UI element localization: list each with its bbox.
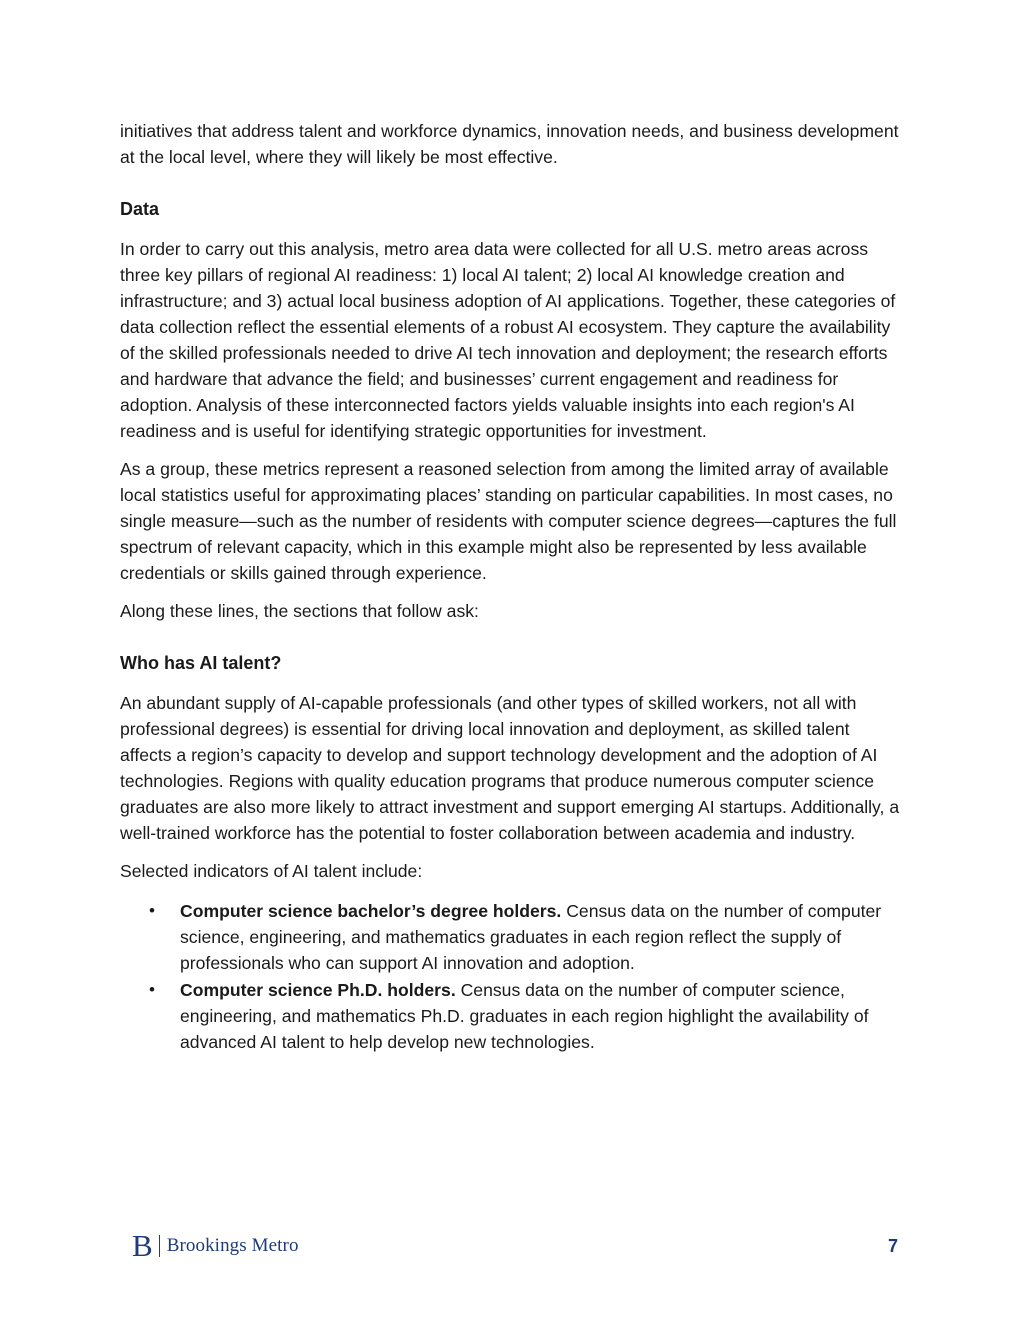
indicator-term: Computer science bachelor’s degree holders. bbox=[180, 901, 562, 921]
section-heading-data: Data bbox=[120, 199, 160, 219]
footer-logo bbox=[132, 1230, 299, 1262]
indicator-description: Census data on the number of computer science, engineering, and mathematics Ph.D. graduates in each region highlight the availability of advanced AI talent to help develop new technologies. bbox=[180, 980, 869, 1052]
brookings-logo-icon: B bbox=[132, 1228, 153, 1263]
list-item bbox=[120, 898, 900, 976]
bullet-icon: • bbox=[149, 980, 155, 999]
logo-divider bbox=[159, 1235, 160, 1257]
talent-paragraph-1: An abundant supply of AI-capable professionals (and other types of skilled workers, not all with professional degrees) is essential for driving local innovation and deployment, as skilled talent affects a region’s capacity to develop and support technology development and the adoption of AI technologies. Regions with quality education programs that produce numerous computer science graduates are also more likely to attract investment and support emerging AI startups. Additionally, a well-trained workforce has the potential to foster collaboration between academia and industry. bbox=[120, 693, 900, 843]
data-paragraph-2: As a group, these metrics represent a reasoned selection from among the limited array of available local statistics useful for approximating places’ standing on particular capabilities. In most cases, no single measure—such as the number of residents with computer science degrees—captures the full spectrum of relevant capacity, which in this example might also be represented by less available credentials or skills gained through experience. bbox=[120, 459, 897, 583]
bullet-icon: • bbox=[149, 901, 155, 920]
intro-paragraph: initiatives that address talent and workforce dynamics, innovation needs, and business development at the local level, where they will likely be most effective. bbox=[120, 121, 899, 167]
page-number: 7 bbox=[888, 1236, 899, 1256]
talent-paragraph-2: Selected indicators of AI talent include: bbox=[120, 861, 423, 881]
data-paragraph-3: Along these lines, the sections that follow ask: bbox=[120, 601, 479, 621]
indicator-description: Census data on the number of computer science, engineering, and mathematics graduates in each region reflect the supply of professionals who can support AI innovation and adoption. bbox=[180, 901, 882, 973]
indicator-term: Computer science Ph.D. holders. bbox=[180, 980, 456, 1000]
section-heading-ai-talent: Who has AI talent? bbox=[120, 653, 282, 673]
list-item bbox=[120, 977, 900, 1055]
talent-indicator-list bbox=[120, 898, 900, 1055]
logo-text: Brookings Metro bbox=[166, 1235, 299, 1256]
data-paragraph-1: In order to carry out this analysis, metro area data were collected for all U.S. metro areas across three key pillars of regional AI readiness: 1) local AI talent; 2) local AI knowledge creation and infrastructure; and 3) actual local business adoption of AI applications. Together, these categories of data collection reflect the essential elements of a robust AI ecosystem. They capture the availability of the skilled professionals needed to drive AI tech innovation and deployment; the research efforts and hardware that advance the field; and businesses’ current engagement and readiness for adoption. Analysis of these interconnected factors yields valuable insights into each region's AI readiness and is useful for identifying strategic opportunities for investment. bbox=[120, 239, 896, 441]
document-body bbox=[120, 118, 900, 1056]
